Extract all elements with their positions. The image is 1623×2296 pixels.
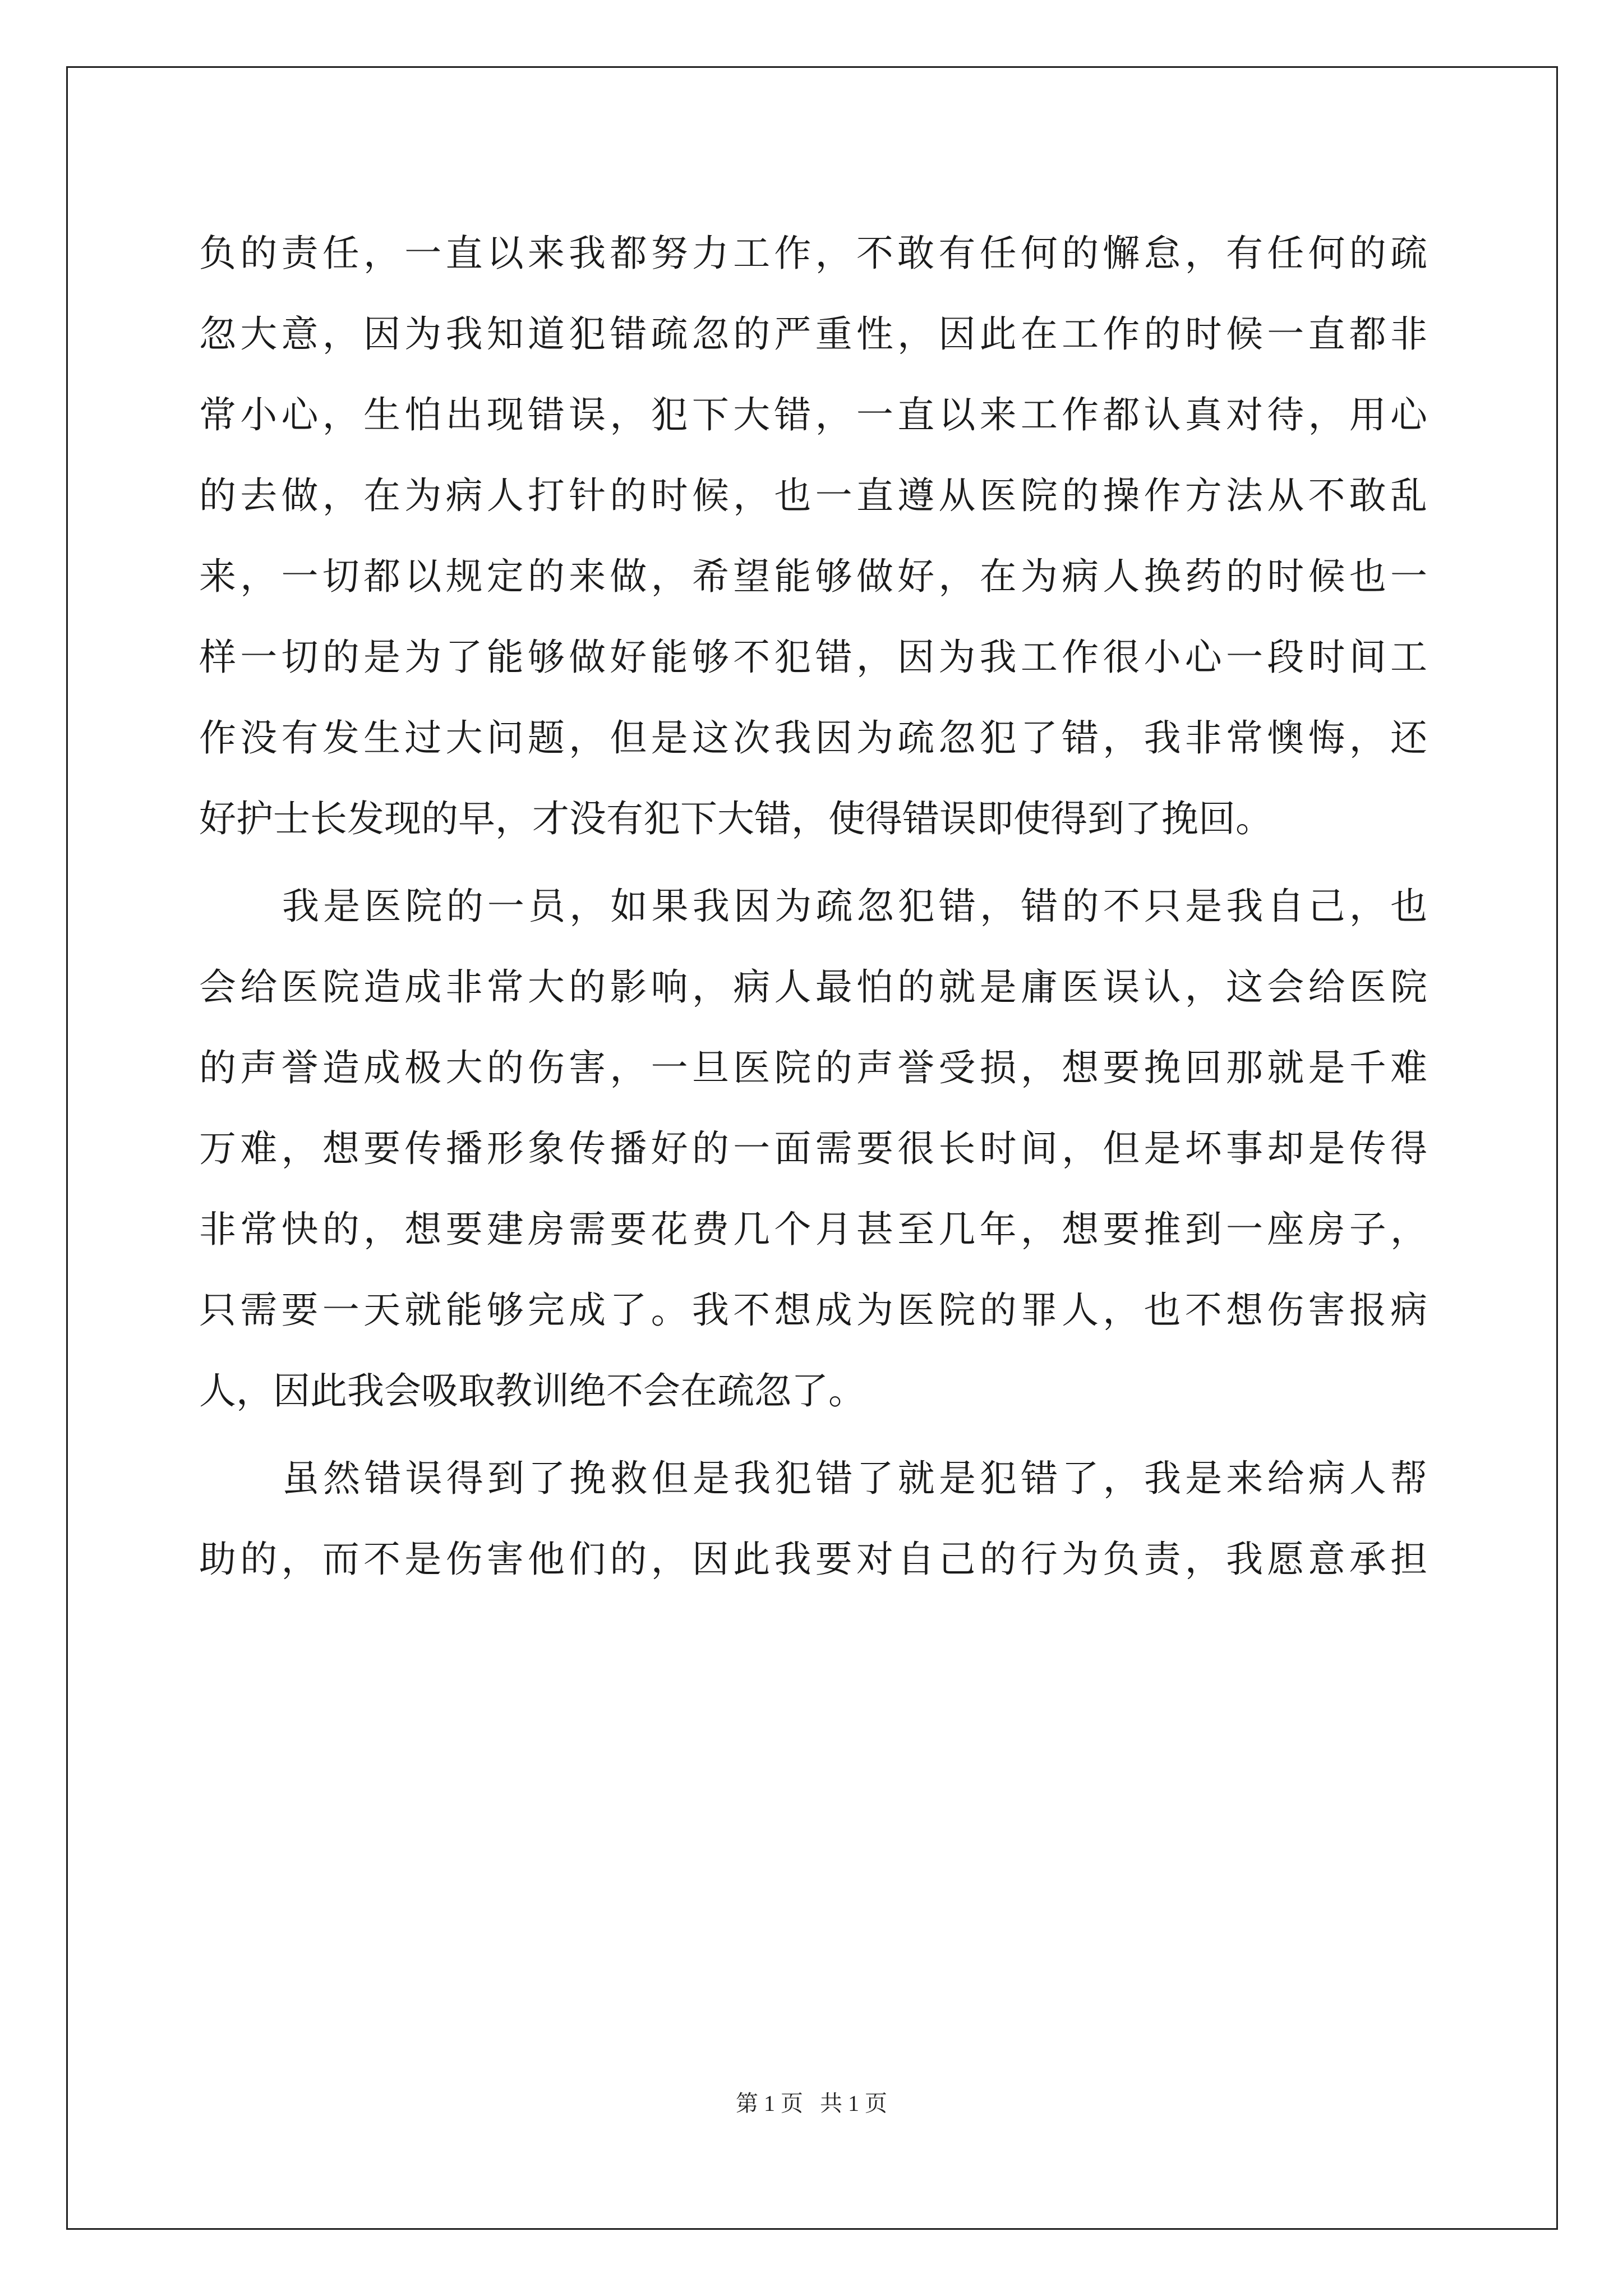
page-footer: 第 1 页 共 1 页	[736, 2091, 887, 2116]
text-line: 作没有发生过大问题，但是这次我因为疏忽犯了错，我非常懊悔，还	[199, 716, 1427, 760]
text-line: 助的，而不是伤害他们的，因此我要对自己的行为负责，我愿意承担	[199, 1538, 1427, 1581]
text-line: 只需要一天就能够完成了。我不想成为医院的罪人，也不想伤害报病	[199, 1289, 1427, 1332]
text-line: 非常快的，想要建房需要花费几个月甚至几年，想要推到一座房子，	[199, 1208, 1427, 1251]
paragraph-spacer	[199, 859, 1427, 866]
text-line: 样一切的是为了能够做好能够不犯错，因为我工作很小心一段时间工	[199, 636, 1427, 679]
paragraph-3	[199, 1438, 1427, 1600]
text-line: 人，因此我会吸取教训绝不会在疏忽了。	[199, 1369, 865, 1412]
text-line: 的声誉造成极大的伤害，一旦医院的声誉受损，想要挽回那就是千难	[199, 1046, 1427, 1089]
paragraph-spacer	[199, 1432, 1427, 1438]
text-line: 的去做，在为病人打针的时候，也一直遵从医院的操作方法从不敢乱	[199, 474, 1427, 517]
text-line: 虽然错误得到了挽救但是我犯错了就是犯错了，我是来给病人帮	[282, 1457, 1427, 1500]
text-line: 万难，想要传播形象传播好的一面需要很长时间，但是坏事却是传得	[199, 1127, 1427, 1170]
text-line: 负的责任，一直以来我都努力工作，不敢有任何的懈怠，有任何的疏	[199, 232, 1427, 275]
paragraph-2	[199, 866, 1427, 1432]
paragraph-1	[199, 213, 1427, 859]
document-body	[199, 213, 1427, 1600]
text-line: 常小心，生怕出现错误，犯下大错，一直以来工作都认真对待，用心	[199, 393, 1427, 436]
text-line: 好护士长发现的早，才没有犯下大错，使得错误即使得到了挽回。	[199, 797, 1272, 840]
text-line: 忽大意，因为我知道犯错疏忽的严重性，因此在工作的时候一直都非	[199, 312, 1427, 356]
text-line: 我是医院的一员，如果我因为疏忽犯错，错的不只是我自己，也	[282, 885, 1427, 928]
text-line: 来，一切都以规定的来做，希望能够做好，在为病人换药的时候也一	[199, 555, 1427, 598]
text-line: 会给医院造成非常大的影响，病人最怕的就是庸医误认，这会给医院	[199, 965, 1427, 1009]
